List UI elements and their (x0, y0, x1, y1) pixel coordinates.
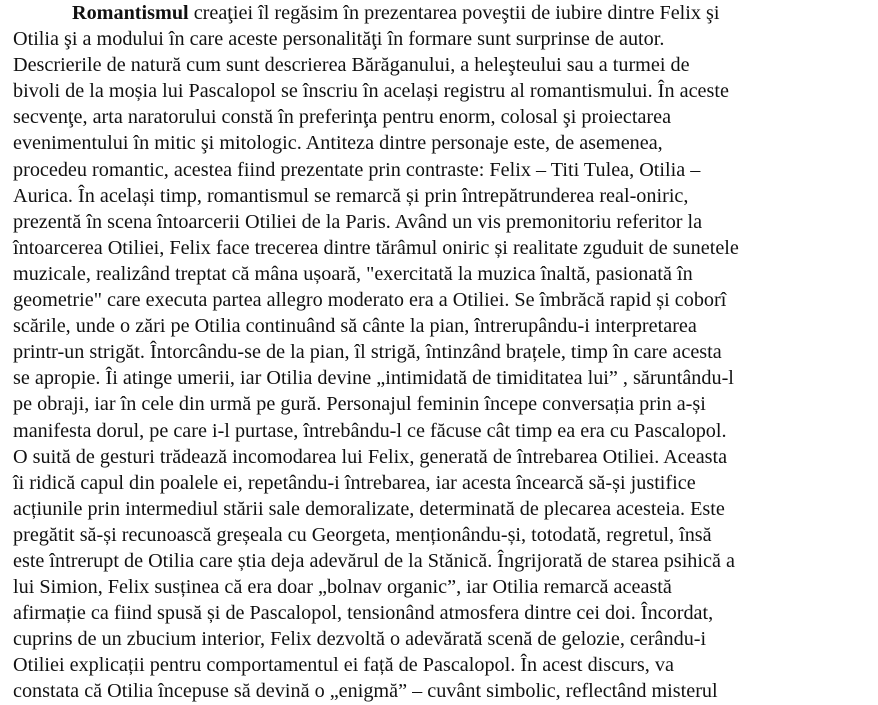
text-line: cuprins de un zbucium interior, Felix dezvoltă o adevărată scenă de gelozie, cerându-i (13, 628, 707, 651)
paragraph-romantism (13, 0, 878, 705)
text-line: constata că Otilia începuse să devină o „enigmă” – cuvânt simbolic, reflectând misterul (13, 680, 718, 703)
text-line: prezentă în scena întoarcerii Otiliei de la Paris. Având un vis premonitoriu referitor la (13, 210, 703, 233)
text-line: Otiliei explicații pentru comportamentul ei față de Pascalopol. În acest discurs, va (13, 654, 674, 677)
text-line: acțiunile prin intermediul stării sale demoralizate, determinată de plecarea acesteia. Este (13, 497, 725, 520)
text-line: pe obraji, iar în cele din urmă pe gură. Personajul feminin începe conversația prin a-și (13, 393, 706, 416)
text-line: procedeu romantic, acestea fiind prezentate prin contraste: Felix – Titi Tulea, Otilia – (13, 158, 701, 181)
text-line: secvenţe, arta naratorului constă în preferinţa pentru enorm, colosal şi proiectarea (13, 106, 672, 129)
text-line: afirmație ca fiind spusă și de Pascalopol, tensionând atmosfera dintre cei doi. Încordat, (13, 602, 714, 625)
text-line: se apropie. Îi atinge umerii, iar Otilia devine „intimidată de timiditatea lui” , săruntându-l (13, 367, 734, 390)
document-page (13, 0, 878, 705)
text-line: Otilia şi a modului în care aceste personalităţi în formare sunt surprinse de autor. (13, 28, 665, 51)
text-line: O suită de gesturi trădează incomodarea lui Felix, generată de întrebarea Otiliei. Aceasta (13, 445, 728, 468)
text-line: îi ridică capul din poalele ei, repetându-i întrebarea, iar acesta încearcă să-și justifice (13, 471, 696, 494)
text-line: scările, unde o zări pe Otilia continuând să cânte la pian, întrerupându-i interpretarea (13, 315, 697, 338)
text-line: întoarcerea Otiliei, Felix face trecerea dintre tărâmul oniric și realitate zguduit de sunetele (13, 236, 739, 259)
text-line: Descrierile de natură cum sunt descrierea Bărăganului, a heleşteului sau a turmei de (13, 54, 690, 77)
text-line: Aurica. În același timp, romantismul se remarcă și prin întrepătrunderea real-oniric, (13, 184, 689, 207)
text-line: muzicale, realizând treptat că mâna ușoară, "exercitată la muzica înaltă, pasionată în (13, 262, 693, 285)
text-line: bivoli de la moșia lui Pascalopol se înscriu în același registru al romantismului. În aceste (13, 80, 729, 103)
text-line: evenimentului în mitic şi mitologic. Antiteza dintre personaje este, de asemenea, (13, 132, 663, 155)
text-line (13, 0, 878, 26)
text-line: geometrie" care executa partea allegro moderato era a Otiliei. Se îmbrăcă rapid și coborî (13, 289, 727, 312)
text-line: manifesta dorul, pe care i-l purtase, întrebându-l ce făcuse cât timp ea era cu Pascalopol. (13, 419, 727, 442)
text-line: este întrerupt de Otilia care știa deja adevărul de la Stănică. Îngrijorată de starea psihică a (13, 549, 735, 572)
text-line: pregătit să-și recunoască greșeala cu Georgeta, menționându-și, totodată, regretul, însă (13, 523, 712, 546)
bold-lead-word: Romantismul (72, 2, 189, 24)
text-line: printr-un strigăt. Întorcându-se de la pian, îl strigă, întinzând brațele, timp în care acesta (13, 341, 722, 364)
first-line-text: creaţiei îl regăsim în prezentarea poveştii de iubire dintre Felix şi (188, 2, 720, 24)
text-line: lui Simion, Felix susținea că era doar „bolnav organic”, iar Otilia remarcă această (13, 576, 672, 599)
